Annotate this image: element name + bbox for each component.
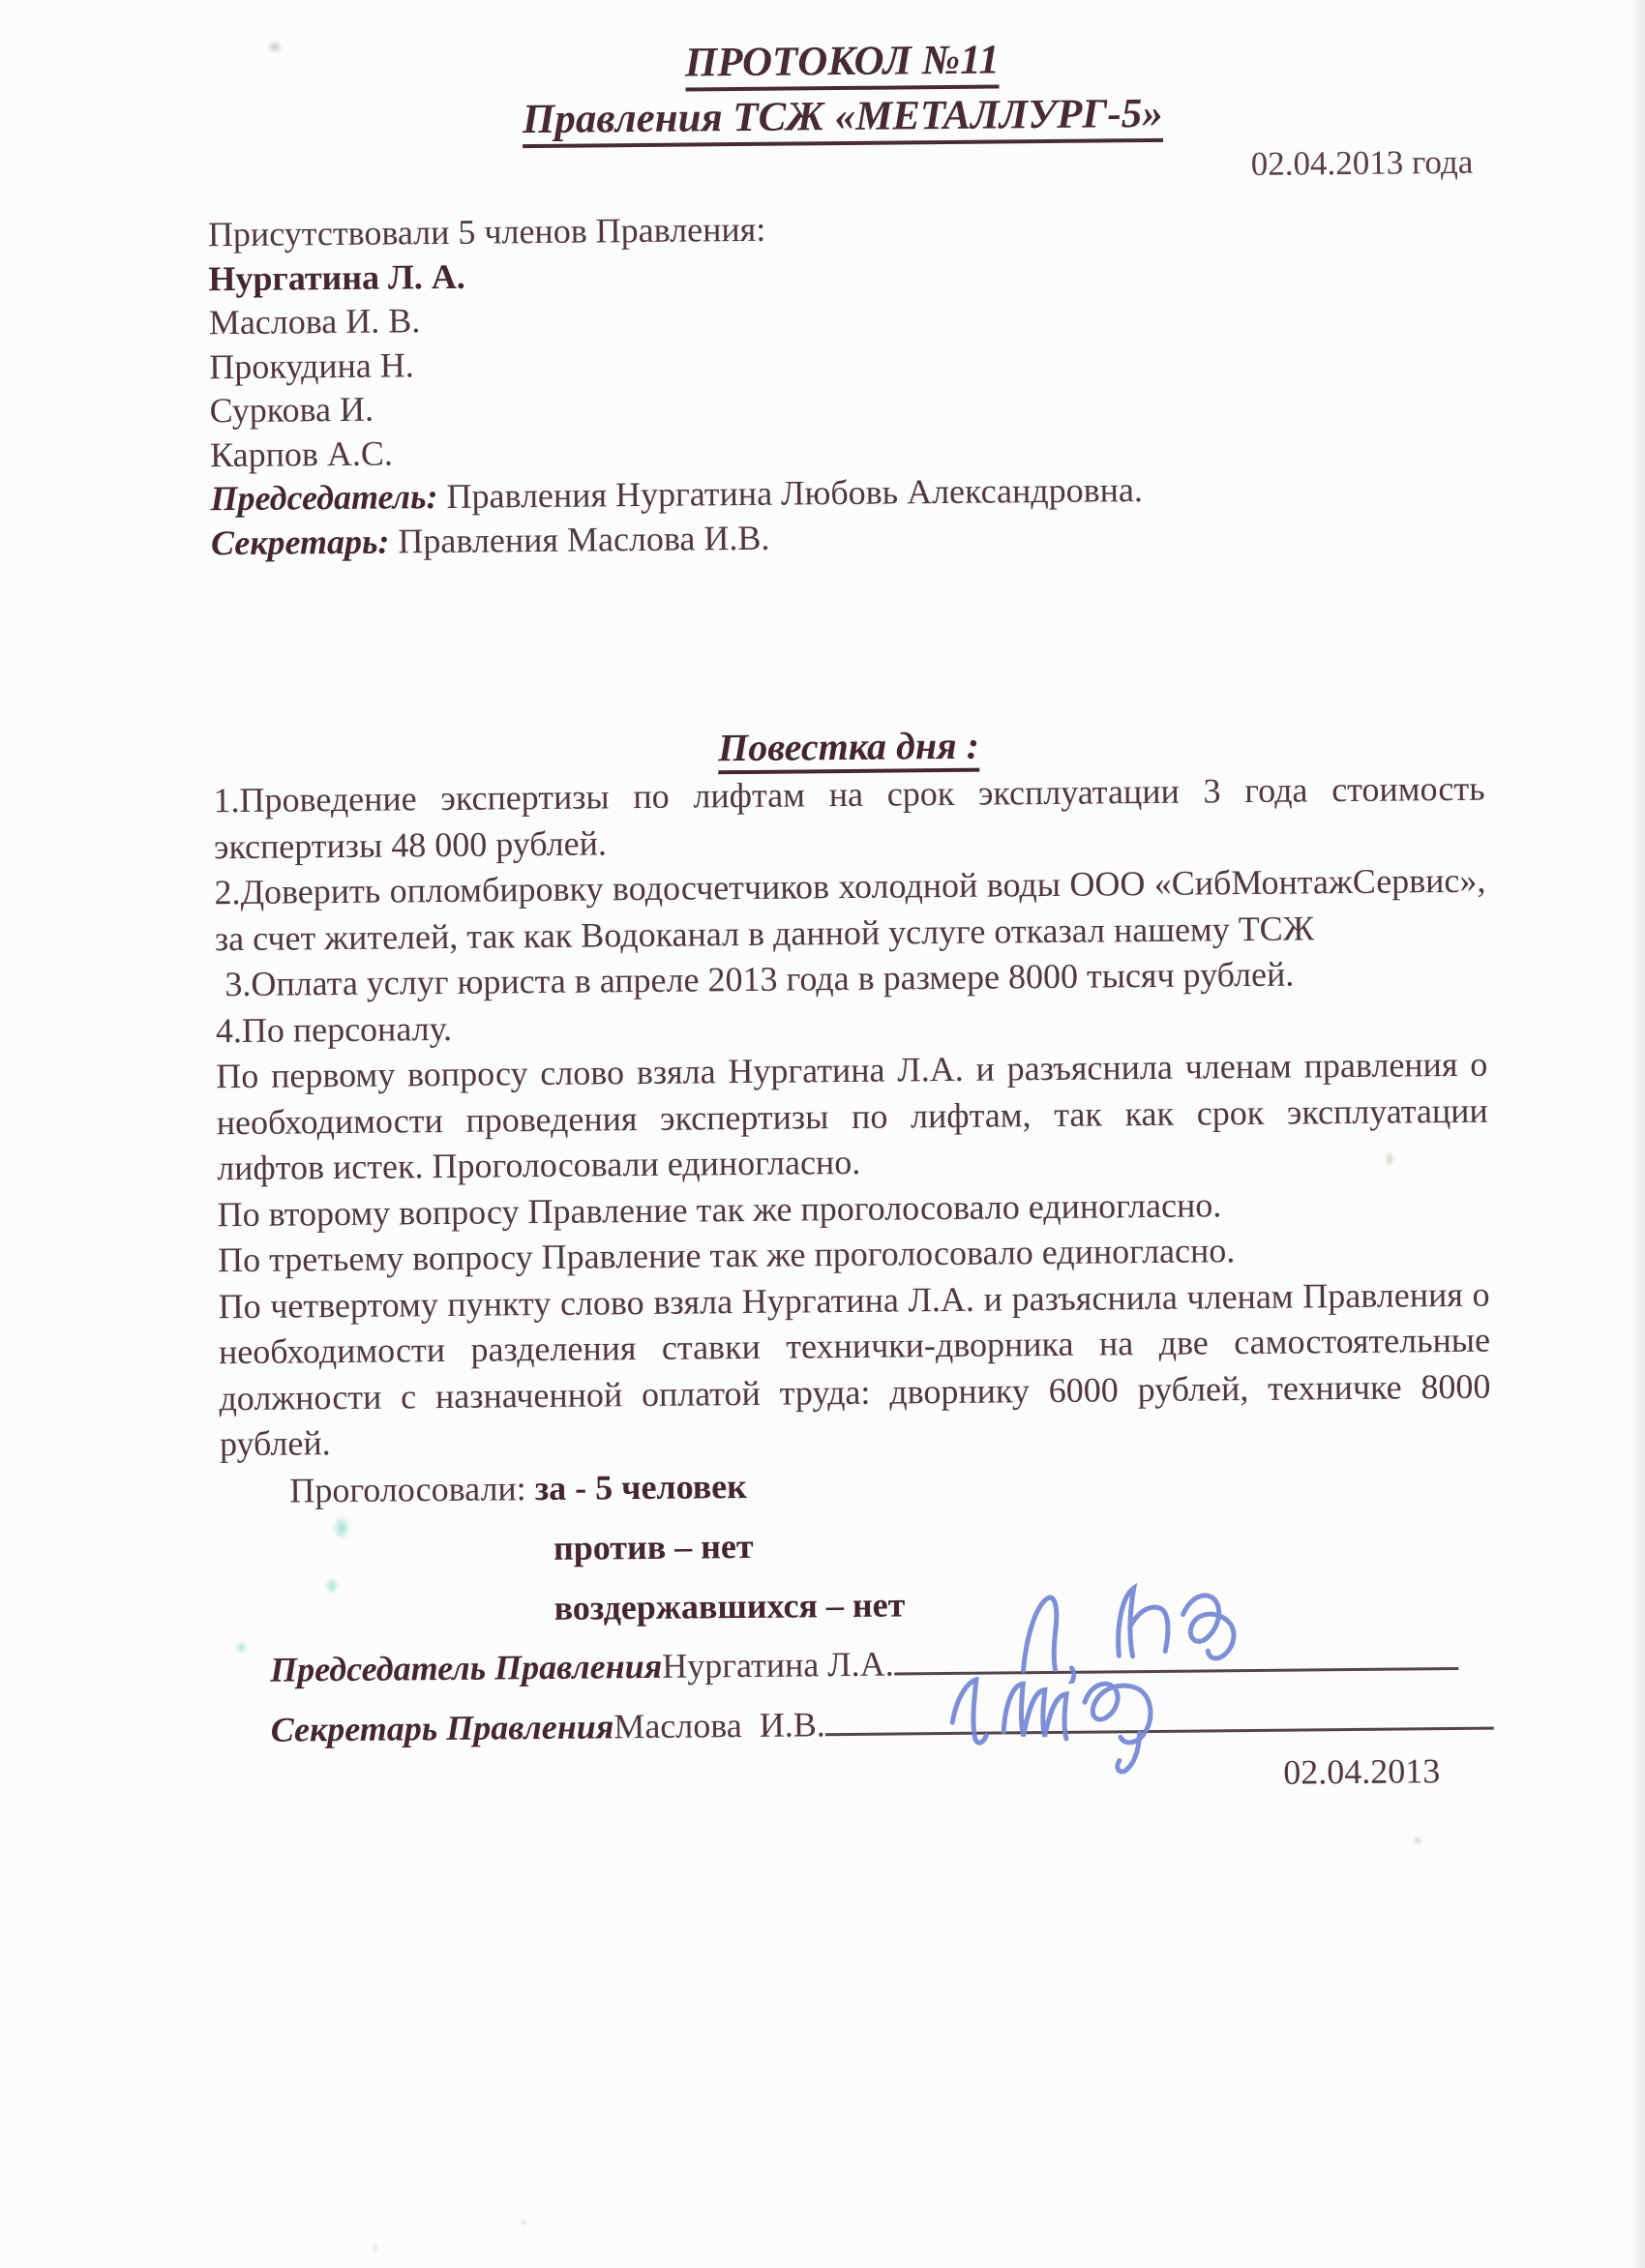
scan-speck (374, 2243, 377, 2253)
attendee-row: Нургатина Л. А. (208, 256, 466, 298)
scan-speck (521, 2220, 526, 2225)
minutes-paragraph: По второму вопросу Правление так же проголосовало единогласно. (217, 1184, 1222, 1234)
secretary-signature-row (270, 1687, 1494, 1759)
attendees-section (208, 201, 1482, 566)
minutes-paragraph: По третьему вопросу Правление так же проголосовало единогласно. (217, 1231, 1236, 1280)
agenda-heading: Повестка дня : (718, 724, 979, 775)
scan-smudge (333, 1515, 350, 1540)
agenda-item: 3.Оплата услуг юриста в апреле 2013 года в размере 8000 тысяч рублей. (224, 954, 1295, 1004)
title-line1: ПРОТОКОЛ №11 (685, 37, 1000, 91)
chairman-signature-name: Нургатина Л.А. (662, 1644, 894, 1686)
minutes-paragraph: По первому вопросу слово взяла Нургатина Л.А. и разъяснила членам правления о необходимости проведения экспертизы по лифтам, так как срок эксплуатации лифтов истек. Проголосовали единогласно. (216, 1044, 1488, 1188)
agenda-item: 1.Проведение экспертизы по лифтам на срок эксплуатации 3 года стоимость экспертизы 48 000 рублей. (213, 768, 1485, 866)
scan-smudge (236, 1641, 247, 1654)
secretary-signature-label: Секретарь Правления (270, 1706, 614, 1749)
scan-speck (1413, 1836, 1422, 1844)
attendee-row: Маслова И. В. (208, 301, 421, 343)
signature-section (222, 1627, 1494, 1760)
bottom-date: 02.04.2013 (1283, 1750, 1441, 1792)
top-date: 02.04.2013 года (1250, 142, 1474, 183)
chairman-label: Председатель: (210, 477, 438, 519)
vote-section (220, 1455, 1493, 1634)
attendees-heading: Присутствовали 5 членов Правления: (207, 209, 766, 254)
agenda-item: 4.По персоналу. (215, 1008, 453, 1050)
attendee-row: Прокудина Н. (209, 344, 414, 386)
title-line2: Правления ТСЖ «МЕТАЛЛУРГ-5» (523, 91, 1163, 148)
chairman-text: Правления Нургатина Любовь Александровна. (437, 470, 1144, 517)
vote-against-row: против – нет (553, 1526, 754, 1567)
chairman-signature-label: Председатель Правления (269, 1646, 663, 1689)
vote-label: Проголосовали: (289, 1468, 535, 1510)
document-subtitle (207, 84, 1479, 152)
attendee-row: Суркова И. (209, 389, 374, 431)
attendee-row: Карпов А.С. (209, 433, 394, 474)
chairman-signature-line (893, 1627, 1458, 1675)
secretary-text: Правления Маслова И.В. (389, 518, 770, 561)
agenda-item: 2.Доверить опломбировку водосчетчиков холодной воды ООО «СибМонтажСервис», за счет жителей, так как Водоканал в данной услуге отказал нашему ТСЖ (214, 860, 1486, 958)
scan-speck (267, 41, 283, 53)
secretary-label: Секретарь: (210, 522, 390, 562)
secretary-signature-name: Маслова И.В. (613, 1704, 825, 1746)
scan-smudge (325, 1577, 339, 1595)
scan-speck (1386, 1151, 1393, 1167)
vote-abstained-row: воздержавшихся – нет (553, 1584, 906, 1627)
vote-for-value: за - 5 человек (534, 1466, 748, 1507)
scanner-edge-shadow (1630, 0, 1645, 2268)
minutes-paragraph: По четвертому пункту слово взяла Нургатина Л.А. и разъяснила членам Правления о необходимости разделения ставки технички-дворника на две самостоятельные должности с назначенной оплатой труда: дворнику 6000 рублей, техничке 8000 рублей. (218, 1274, 1491, 1464)
document-content (206, 29, 1494, 1805)
secretary-signature-line (824, 1687, 1493, 1736)
